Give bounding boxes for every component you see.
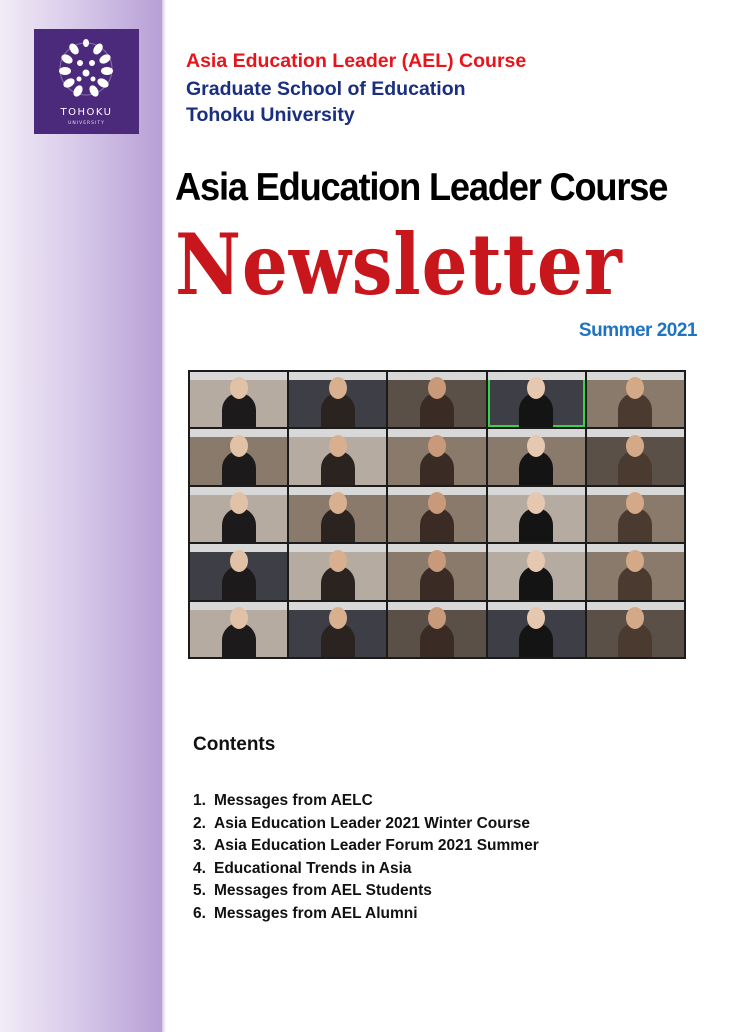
video-tile bbox=[289, 544, 386, 599]
contents-item-label: Educational Trends in Asia bbox=[214, 859, 412, 877]
participant-face bbox=[527, 435, 545, 457]
video-tile bbox=[289, 372, 386, 427]
video-tile bbox=[587, 544, 684, 599]
video-tile bbox=[388, 602, 485, 657]
contents-item-label: Asia Education Leader Forum 2021 Summer bbox=[214, 837, 539, 854]
participant-face bbox=[428, 607, 446, 629]
contents-item bbox=[193, 880, 539, 903]
contents-item bbox=[193, 903, 539, 926]
participant-face bbox=[230, 492, 248, 514]
video-tile bbox=[488, 429, 585, 484]
contents-item bbox=[193, 790, 539, 813]
contents-item bbox=[193, 813, 539, 836]
participant-face bbox=[329, 607, 347, 629]
video-tile bbox=[190, 429, 287, 484]
video-tile bbox=[289, 487, 386, 542]
video-tile bbox=[190, 487, 287, 542]
video-tile bbox=[289, 602, 386, 657]
header-university-name: Tohoku University bbox=[186, 104, 355, 126]
contents-item-number: 6. bbox=[193, 904, 206, 922]
video-conference-photo bbox=[188, 370, 686, 659]
contents-item-number: 2. bbox=[193, 814, 206, 832]
contents-heading: Contents bbox=[193, 734, 276, 755]
contents-item-number: 5. bbox=[193, 882, 206, 899]
issue-label: Summer 2021 bbox=[578, 320, 697, 341]
participant-face bbox=[230, 377, 248, 399]
video-tile bbox=[488, 487, 585, 542]
contents-list bbox=[193, 790, 539, 925]
contents-item-number: 3. bbox=[193, 837, 206, 854]
contents-item-label: Messages from AELC bbox=[214, 792, 373, 809]
laurel-emblem-icon bbox=[34, 29, 139, 107]
participant-face bbox=[428, 492, 446, 514]
university-logo bbox=[34, 29, 139, 134]
video-tile bbox=[488, 544, 585, 599]
video-tile bbox=[587, 487, 684, 542]
video-tile bbox=[190, 602, 287, 657]
video-tile bbox=[488, 602, 585, 657]
participant-face bbox=[329, 550, 347, 572]
video-tile bbox=[587, 429, 684, 484]
participant-face bbox=[329, 377, 347, 399]
video-tile bbox=[190, 544, 287, 599]
video-tile bbox=[190, 372, 287, 427]
sidebar-shadow bbox=[162, 0, 166, 1032]
contents-item bbox=[193, 835, 539, 858]
course-title: Asia Education Leader Course bbox=[175, 166, 668, 209]
participant-face bbox=[428, 550, 446, 572]
header-course-name: Asia Education Leader (AEL) Course bbox=[186, 50, 527, 72]
contents-item bbox=[193, 858, 539, 881]
logo-subtext: UNIVERSITY bbox=[68, 121, 105, 126]
video-tile bbox=[388, 429, 485, 484]
header-school-name: Graduate School of Education bbox=[186, 78, 466, 100]
video-tile bbox=[388, 487, 485, 542]
participant-face bbox=[230, 607, 248, 629]
participant-face bbox=[230, 435, 248, 457]
participant-face bbox=[527, 550, 545, 572]
sidebar-band bbox=[0, 0, 162, 1032]
video-tile bbox=[587, 372, 684, 427]
contents-item-label: Messages from AEL Alumni bbox=[214, 904, 418, 922]
participant-face bbox=[230, 550, 248, 572]
participant-face bbox=[626, 550, 644, 572]
participant-face bbox=[329, 492, 347, 514]
logo-text: TOHOKU bbox=[60, 107, 113, 118]
contents-item-number: 1. bbox=[193, 792, 206, 809]
contents-item-label: Asia Education Leader 2021 Winter Course bbox=[214, 814, 530, 832]
video-tile bbox=[289, 429, 386, 484]
contents-item-number: 4. bbox=[193, 859, 206, 877]
video-tile bbox=[388, 544, 485, 599]
newsletter-title: Newsletter bbox=[175, 215, 623, 314]
video-tile bbox=[587, 602, 684, 657]
video-tile bbox=[388, 372, 485, 427]
contents-item-label: Messages from AEL Students bbox=[214, 882, 432, 899]
participant-face bbox=[329, 435, 347, 457]
participant-face bbox=[428, 435, 446, 457]
video-tile bbox=[488, 372, 585, 427]
